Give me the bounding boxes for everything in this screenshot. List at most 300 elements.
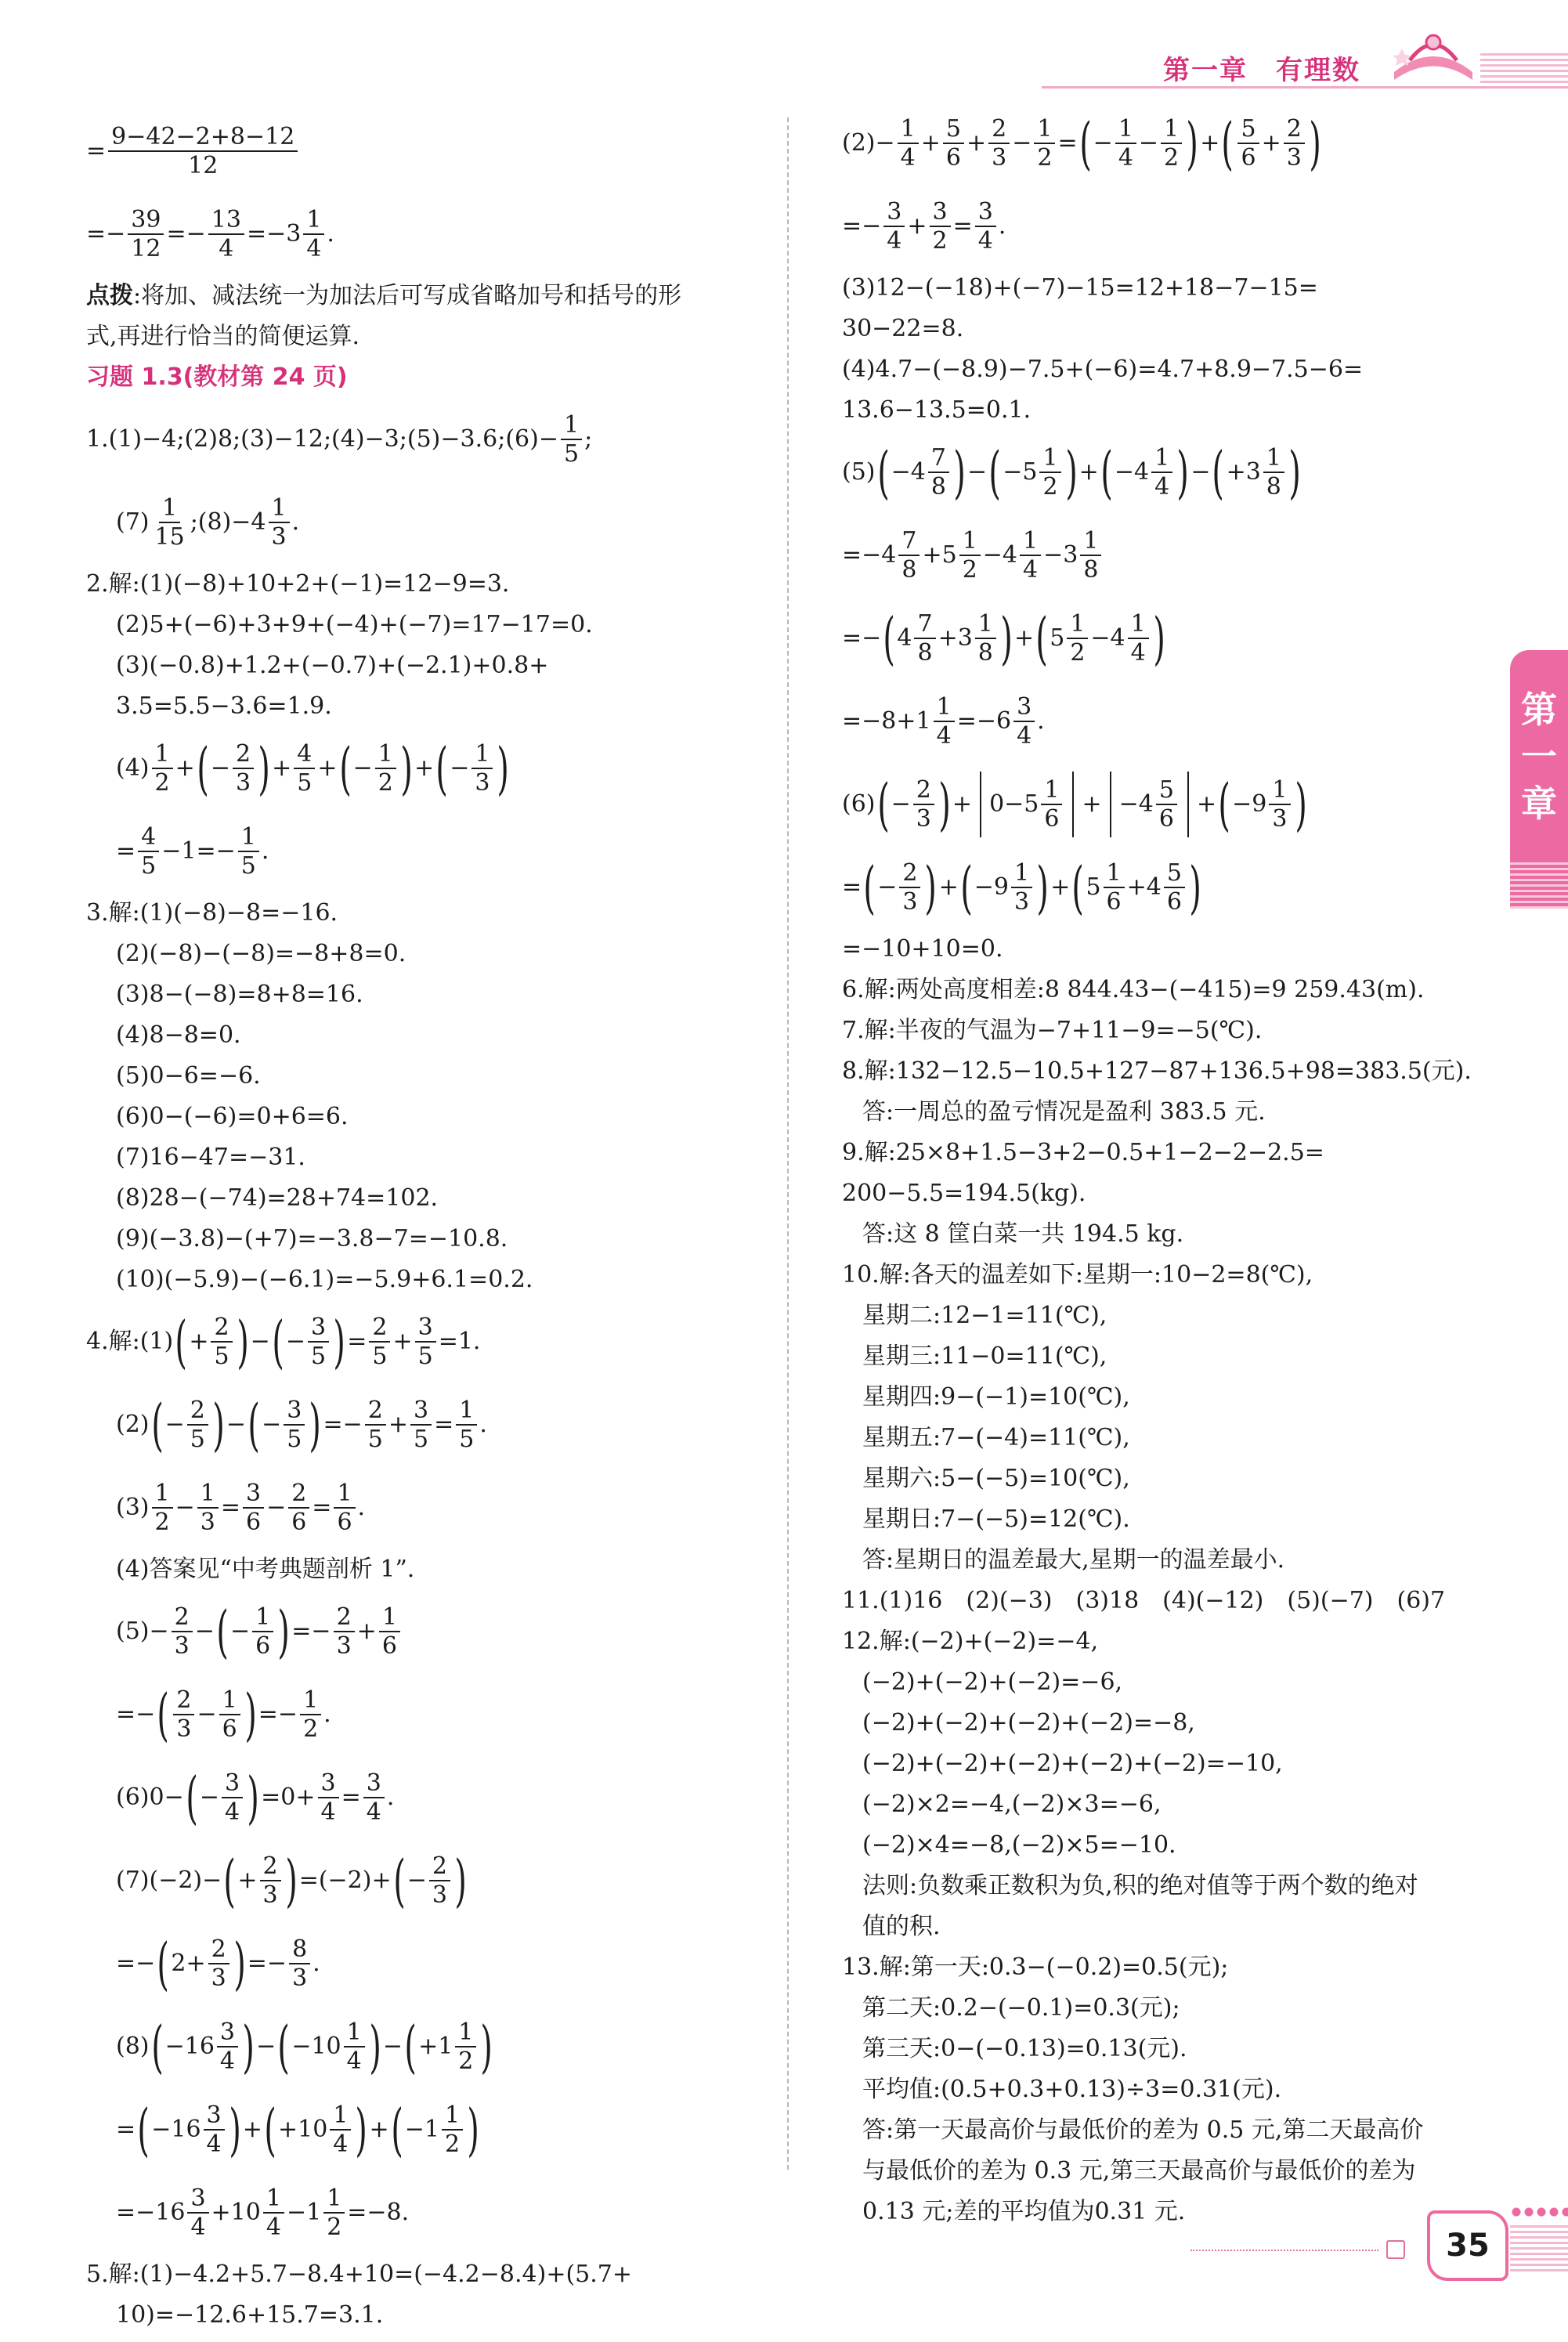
fraction xyxy=(1161,114,1182,172)
math-text: + xyxy=(175,754,195,782)
answer-line xyxy=(842,1744,1500,1784)
math-text: 3 xyxy=(902,888,918,916)
math-text: =− xyxy=(116,1950,156,1977)
parenthesis: ) xyxy=(1000,605,1013,671)
math-text: 13.解:第一天:0.3−(−0.2)=0.5(元); xyxy=(842,1953,1229,1981)
math-text: + xyxy=(966,129,987,157)
answer-line xyxy=(842,1906,1500,1947)
math-text: 3 xyxy=(475,769,490,797)
fraction xyxy=(898,526,919,584)
parenthesis: ( xyxy=(404,2014,417,2080)
math-text: (6)0− xyxy=(116,1784,184,1811)
parenthesis: ( xyxy=(272,1309,284,1375)
math-text: + xyxy=(907,212,927,240)
answer-line xyxy=(842,1051,1500,1092)
fraction xyxy=(1080,526,1101,584)
fraction xyxy=(1041,775,1062,833)
answer-line xyxy=(86,605,768,645)
fraction xyxy=(289,1937,310,1991)
fraction xyxy=(1039,443,1060,501)
fraction xyxy=(975,197,996,255)
math-text: 1 xyxy=(455,2020,476,2048)
footer-stripes xyxy=(1510,2225,1568,2272)
answer-line xyxy=(842,1784,1500,1825)
math-text: 1 xyxy=(1161,117,1182,145)
math-text: 3 xyxy=(415,1315,436,1343)
fraction xyxy=(233,739,254,797)
parenthesis: ( xyxy=(1078,110,1092,176)
math-text: 2 xyxy=(988,117,1010,145)
parenthesis: ( xyxy=(264,2097,276,2163)
math-text: 3 xyxy=(916,805,931,833)
fraction xyxy=(928,443,949,501)
parenthesis: ( xyxy=(1100,439,1113,505)
math-text: 7 xyxy=(898,529,919,557)
answer-line xyxy=(842,2110,1500,2151)
parenthesis: ( xyxy=(435,735,448,801)
fraction xyxy=(1013,692,1035,750)
math-text: =− xyxy=(323,1411,363,1438)
math-text: − xyxy=(352,754,373,782)
math-text: 4 xyxy=(219,2047,235,2075)
math-text: (4) xyxy=(116,754,150,782)
answer-line xyxy=(842,1173,1500,1214)
math-text: 2 xyxy=(1042,473,1058,501)
parenthesis: ( xyxy=(1218,772,1230,837)
math-text: (2)5+(−6)+3+9+(−4)+(−7)=17−17=0. xyxy=(116,611,593,638)
math-text: 5 xyxy=(1237,117,1259,145)
fraction xyxy=(1034,114,1055,172)
math-text: − xyxy=(285,1328,306,1355)
math-text: 2 xyxy=(932,227,948,255)
math-text: 13.6−13.5=0.1. xyxy=(842,396,1031,424)
math-text: 5 xyxy=(459,1426,475,1453)
math-text: −9 xyxy=(1232,790,1267,818)
math-text: . xyxy=(291,508,300,536)
math-text: 5 xyxy=(563,440,580,468)
fraction xyxy=(363,1771,385,1825)
math-text: 3.解:(1)(−8)−8=−16. xyxy=(86,899,338,927)
answer-line xyxy=(842,1866,1500,1906)
math-text: = xyxy=(312,1494,332,1521)
math-text: = xyxy=(434,1411,454,1438)
math-text: 2 xyxy=(154,1509,170,1536)
math-text: − xyxy=(262,1411,282,1438)
answer-line xyxy=(86,645,768,686)
answer-line xyxy=(86,1097,768,1137)
math-text: −1 xyxy=(404,2116,439,2143)
page-number: 35 xyxy=(1427,2210,1508,2281)
math-text: (5) xyxy=(842,458,876,486)
fraction xyxy=(1263,443,1284,501)
parenthesis: ( xyxy=(186,1765,198,1831)
math-text: 1 xyxy=(300,1688,321,1716)
answer-line xyxy=(86,481,768,564)
answer-line xyxy=(842,2029,1500,2069)
math-text: − xyxy=(164,1411,185,1438)
math-text: 3 xyxy=(930,200,951,228)
footer-dotted-line xyxy=(1190,2250,1378,2251)
math-text: 4 xyxy=(1154,473,1170,501)
math-text: . xyxy=(386,1784,395,1811)
fraction xyxy=(375,739,396,797)
math-text: 2 xyxy=(962,556,977,584)
fraction xyxy=(269,493,290,551)
answer-line xyxy=(86,1137,768,1178)
math-text: 2 xyxy=(288,1481,309,1509)
math-text: 第二天:0.2−(−0.1)=0.3(元); xyxy=(862,1994,1180,2022)
math-text: (6)0−(−6)=0+6=6. xyxy=(116,1103,349,1130)
math-text: =− xyxy=(291,1617,331,1645)
math-text: 1 xyxy=(471,742,493,770)
math-text: 0−5 xyxy=(989,790,1039,818)
math-text: + xyxy=(1013,624,1035,652)
math-text: 星期二:12−1=11(℃), xyxy=(862,1302,1107,1329)
math-text: −4 xyxy=(891,458,926,486)
math-text: −1=− xyxy=(161,837,236,865)
answer-line xyxy=(86,1260,768,1300)
math-text: 5 xyxy=(372,1343,388,1370)
fraction xyxy=(959,526,981,584)
answer-line xyxy=(86,2295,768,2336)
math-text: =(−2)+ xyxy=(298,1867,392,1894)
math-text: 2 xyxy=(327,2214,342,2241)
answer-line xyxy=(842,431,1500,514)
math-text: 1 xyxy=(456,1398,477,1426)
math-text: − xyxy=(891,790,911,818)
answer-line xyxy=(86,398,768,481)
fraction xyxy=(1151,443,1172,501)
parenthesis: ) xyxy=(233,1931,246,1997)
math-text: 3.5=5.5−3.6=1.9. xyxy=(116,692,332,720)
math-text: 4 xyxy=(320,1798,336,1826)
answer-line xyxy=(86,2088,768,2171)
math-text: 1 xyxy=(1115,117,1136,145)
answer-line xyxy=(86,1839,768,1922)
answer-line xyxy=(842,680,1500,763)
answer-line xyxy=(842,1458,1500,1499)
math-text: 3 xyxy=(262,1881,278,1909)
footer-dots xyxy=(1510,2207,1568,2217)
math-text: :将加、减法统一为加法后可写成省略加号和括号的形 xyxy=(133,282,682,309)
answer-line xyxy=(842,1418,1500,1458)
math-text: −1 xyxy=(286,2199,322,2226)
math-text: (−2)×4=−8,(−2)×5=−10. xyxy=(862,1831,1176,1859)
math-text: 5 xyxy=(367,1426,383,1453)
math-text: 式,再进行恰当的简便运算. xyxy=(86,323,360,350)
math-text: 2 xyxy=(334,1605,355,1633)
math-text: 6 xyxy=(381,1632,397,1660)
chapter-title: 第一章 有理数 xyxy=(1163,55,1360,86)
fraction xyxy=(152,1481,173,1535)
math-text: 3 xyxy=(284,1398,305,1426)
parenthesis: ) xyxy=(497,735,510,801)
math-text: 1 xyxy=(1104,861,1125,889)
answer-line xyxy=(86,1922,768,2005)
math-text: 星期日:7−(−5)=12(℃). xyxy=(862,1505,1130,1533)
math-text: − xyxy=(877,873,898,901)
fraction xyxy=(284,1398,305,1452)
parenthesis: ) xyxy=(1176,439,1190,505)
math-text: 2.解:(1)(−8)+10+2+(−1)=12−9=3. xyxy=(86,570,510,598)
answer-line xyxy=(842,309,1500,349)
math-text: 1 xyxy=(1020,529,1041,557)
math-text: − xyxy=(382,2033,403,2060)
math-text: 答:星期日的温差最大,星期一的温差最小. xyxy=(862,1546,1285,1574)
math-text: 3 xyxy=(271,523,287,551)
math-text: 3 xyxy=(1286,144,1302,172)
math-text: 1 xyxy=(152,742,173,770)
math-text: 4 xyxy=(224,1798,240,1826)
fraction xyxy=(1067,609,1088,667)
math-text: 6 xyxy=(337,1509,352,1536)
math-text: 平均值:(0.5+0.3+0.13)÷3=0.31(元). xyxy=(862,2076,1282,2103)
math-text: 1 xyxy=(263,2186,284,2214)
math-text: 5 xyxy=(1156,778,1177,806)
parenthesis: ( xyxy=(247,1392,260,1458)
math-text: 星期六:5−(−5)=10(℃), xyxy=(862,1465,1130,1492)
math-text: 7 xyxy=(914,612,935,640)
math-text: − xyxy=(967,458,988,486)
page-header xyxy=(1042,38,1568,100)
answer-line xyxy=(86,1673,768,1756)
math-text: 5 xyxy=(190,1426,205,1453)
math-text: =− xyxy=(258,1700,298,1728)
answer-line xyxy=(86,1590,768,1673)
math-text: 4 xyxy=(266,2214,281,2241)
math-text: 3 xyxy=(336,1632,352,1660)
math-text: = xyxy=(116,837,136,865)
math-text: 4 xyxy=(366,1798,381,1826)
math-text: = xyxy=(1057,129,1078,157)
parenthesis: ( xyxy=(876,772,890,837)
math-text: −9 xyxy=(974,873,1010,901)
math-text: − xyxy=(175,1494,195,1521)
math-text: 4 xyxy=(887,227,902,255)
answer-line xyxy=(86,564,768,605)
answer-line xyxy=(86,2171,768,2254)
fraction xyxy=(330,2103,351,2157)
math-text: = xyxy=(842,873,862,901)
answer-line xyxy=(842,1988,1500,2029)
answer-line xyxy=(842,1947,1500,1988)
math-text: =− xyxy=(116,1700,156,1728)
math-text: . xyxy=(261,837,269,865)
fraction xyxy=(943,114,964,172)
math-text: 2 xyxy=(369,1315,390,1343)
math-text: 1 xyxy=(1263,446,1284,474)
math-text: =−4 xyxy=(842,541,897,569)
math-text: 6 xyxy=(291,1509,307,1536)
answer-line xyxy=(842,514,1500,597)
answer-line xyxy=(86,1015,768,1056)
math-text: − xyxy=(1138,129,1159,157)
math-text: 5 xyxy=(1086,873,1101,901)
math-text: 3 xyxy=(204,2103,225,2131)
parenthesis: ( xyxy=(863,855,876,920)
math-text: 5 xyxy=(417,1343,433,1370)
math-text: 答:一周总的盈亏情况是盈利 383.5 元. xyxy=(862,1098,1266,1126)
side-tab-char: 第 xyxy=(1521,689,1557,731)
fraction xyxy=(1020,526,1041,584)
math-text: 6 xyxy=(222,1715,237,1743)
fraction xyxy=(442,2103,463,2157)
math-text: (9)(−3.8)−(+7)=−3.8−7=−10.8. xyxy=(116,1225,508,1252)
math-text: (2) xyxy=(116,1411,150,1438)
math-text: 2 xyxy=(458,2047,474,2075)
fraction xyxy=(222,1771,243,1825)
math-text: − xyxy=(199,1784,219,1811)
fraction xyxy=(318,1771,339,1825)
parenthesis: ) xyxy=(1288,439,1301,505)
math-text: 1 xyxy=(219,1688,240,1716)
math-text: 2 xyxy=(378,769,393,797)
answer-line xyxy=(86,1383,768,1466)
parenthesis: ( xyxy=(157,1682,170,1747)
fraction xyxy=(455,2020,476,2074)
fraction xyxy=(930,197,951,255)
math-text: (8)28−(−74)=28+74=102. xyxy=(116,1184,439,1212)
math-text: 1 xyxy=(1034,117,1055,145)
math-text: 3 xyxy=(1013,695,1035,723)
math-text: −10 xyxy=(291,2033,341,2060)
math-text: 3 xyxy=(222,1771,243,1799)
answer-line xyxy=(842,1540,1500,1581)
math-text: . xyxy=(323,1700,331,1728)
math-text: 星期四:9−(−1)=10(℃), xyxy=(862,1383,1130,1411)
math-text: +3 xyxy=(938,624,973,652)
fraction xyxy=(108,122,298,179)
math-text: − xyxy=(1093,129,1113,157)
parenthesis: ) xyxy=(244,1682,257,1747)
math-text: =0+ xyxy=(261,1784,316,1811)
math-text: 1 xyxy=(344,2020,365,2048)
math-text: 2 xyxy=(173,1688,194,1716)
book-logo-icon xyxy=(1386,25,1480,88)
answer-line xyxy=(86,2254,768,2295)
math-text: 2 xyxy=(211,1315,232,1343)
answer-line xyxy=(86,727,768,810)
answer-line xyxy=(842,929,1500,970)
fraction xyxy=(898,114,919,172)
fraction xyxy=(303,205,324,262)
answer-line xyxy=(842,1581,1500,1621)
math-text: 3 xyxy=(308,1315,329,1343)
fraction xyxy=(187,2186,208,2240)
math-text: . xyxy=(327,220,334,248)
parenthesis: ) xyxy=(467,2097,479,2163)
math-text: −5 xyxy=(1003,458,1038,486)
answer-line xyxy=(86,974,768,1015)
answer-line xyxy=(842,1133,1500,1173)
math-text: − xyxy=(210,754,230,782)
fraction xyxy=(263,2186,284,2240)
answer-line xyxy=(86,934,768,974)
math-text: =− xyxy=(842,212,882,240)
math-text: + xyxy=(1078,458,1099,486)
answer-line xyxy=(842,763,1500,846)
answer-line xyxy=(842,1092,1500,1133)
fraction xyxy=(934,692,955,750)
math-text: 2 xyxy=(444,2131,461,2158)
math-text: + xyxy=(414,754,435,782)
math-text: = xyxy=(341,1784,361,1811)
side-tab-char: 章 xyxy=(1521,782,1557,825)
math-text: =−10+10=0. xyxy=(842,935,1003,963)
math-text: 3 xyxy=(1014,888,1030,916)
math-text: 6 xyxy=(245,1509,262,1536)
math-text: 1 xyxy=(975,612,996,640)
math-text: 1 xyxy=(1039,446,1060,474)
fraction xyxy=(323,2186,345,2240)
math-text: 3 xyxy=(992,144,1007,172)
fraction xyxy=(365,1398,386,1452)
math-text: +5 xyxy=(922,541,957,569)
math-text: 1 xyxy=(1269,778,1290,806)
math-text: 1 xyxy=(152,1481,173,1509)
parenthesis: ) xyxy=(480,2014,493,2080)
math-text: 2 xyxy=(154,769,170,797)
math-text: 1 xyxy=(159,496,180,524)
math-text: 15 xyxy=(154,523,185,551)
fraction xyxy=(208,205,244,262)
fraction xyxy=(173,1688,194,1742)
math-text: 星期三:11−0=11(℃), xyxy=(862,1343,1107,1370)
fraction xyxy=(334,1481,355,1535)
parenthesis: ( xyxy=(223,1848,237,1914)
math-text: − xyxy=(194,1617,215,1645)
fraction xyxy=(415,1315,436,1369)
math-text: = xyxy=(347,1328,367,1355)
answer-line xyxy=(842,349,1500,390)
fraction xyxy=(288,1481,309,1535)
math-text: =−16 xyxy=(116,2199,186,2226)
math-text: 1 xyxy=(1067,612,1088,640)
math-text: 2+ xyxy=(171,1950,206,1977)
fraction xyxy=(975,609,996,667)
answer-line xyxy=(86,1219,768,1260)
fraction xyxy=(243,1481,264,1535)
footer-square-icon xyxy=(1386,2240,1405,2259)
answer-line xyxy=(842,390,1500,431)
math-text: 200−5.5=194.5(kg). xyxy=(842,1180,1086,1207)
fraction xyxy=(1104,858,1125,916)
math-text: 4 xyxy=(1130,639,1146,667)
parenthesis: ) xyxy=(924,855,938,920)
parenthesis: ( xyxy=(390,2097,403,2163)
parenthesis: ) xyxy=(1064,439,1078,505)
math-text: − xyxy=(250,1328,270,1355)
fraction xyxy=(1269,775,1290,833)
solution-line xyxy=(86,110,768,193)
fraction xyxy=(197,1481,219,1535)
fraction xyxy=(128,205,164,262)
column-divider xyxy=(787,117,789,2170)
math-text: 11.(1)16 (2)(−3) (3)18 (4)(−12) (5)(−7) (6)7 xyxy=(842,1587,1446,1614)
fraction xyxy=(334,1605,355,1659)
answer-line xyxy=(842,970,1500,1010)
math-text: 答:这 8 筐白菜一共 194.5 kg. xyxy=(862,1220,1184,1248)
math-text: +10 xyxy=(211,2199,261,2226)
math-text: 1 xyxy=(1128,612,1149,640)
math-text: = xyxy=(86,137,107,164)
math-text: 9−42−2+8−12 xyxy=(108,125,298,153)
math-text: −4 xyxy=(1118,790,1154,818)
math-text: − xyxy=(229,1617,251,1645)
answer-line xyxy=(86,893,768,934)
section-heading xyxy=(86,357,768,398)
fraction xyxy=(913,775,934,833)
